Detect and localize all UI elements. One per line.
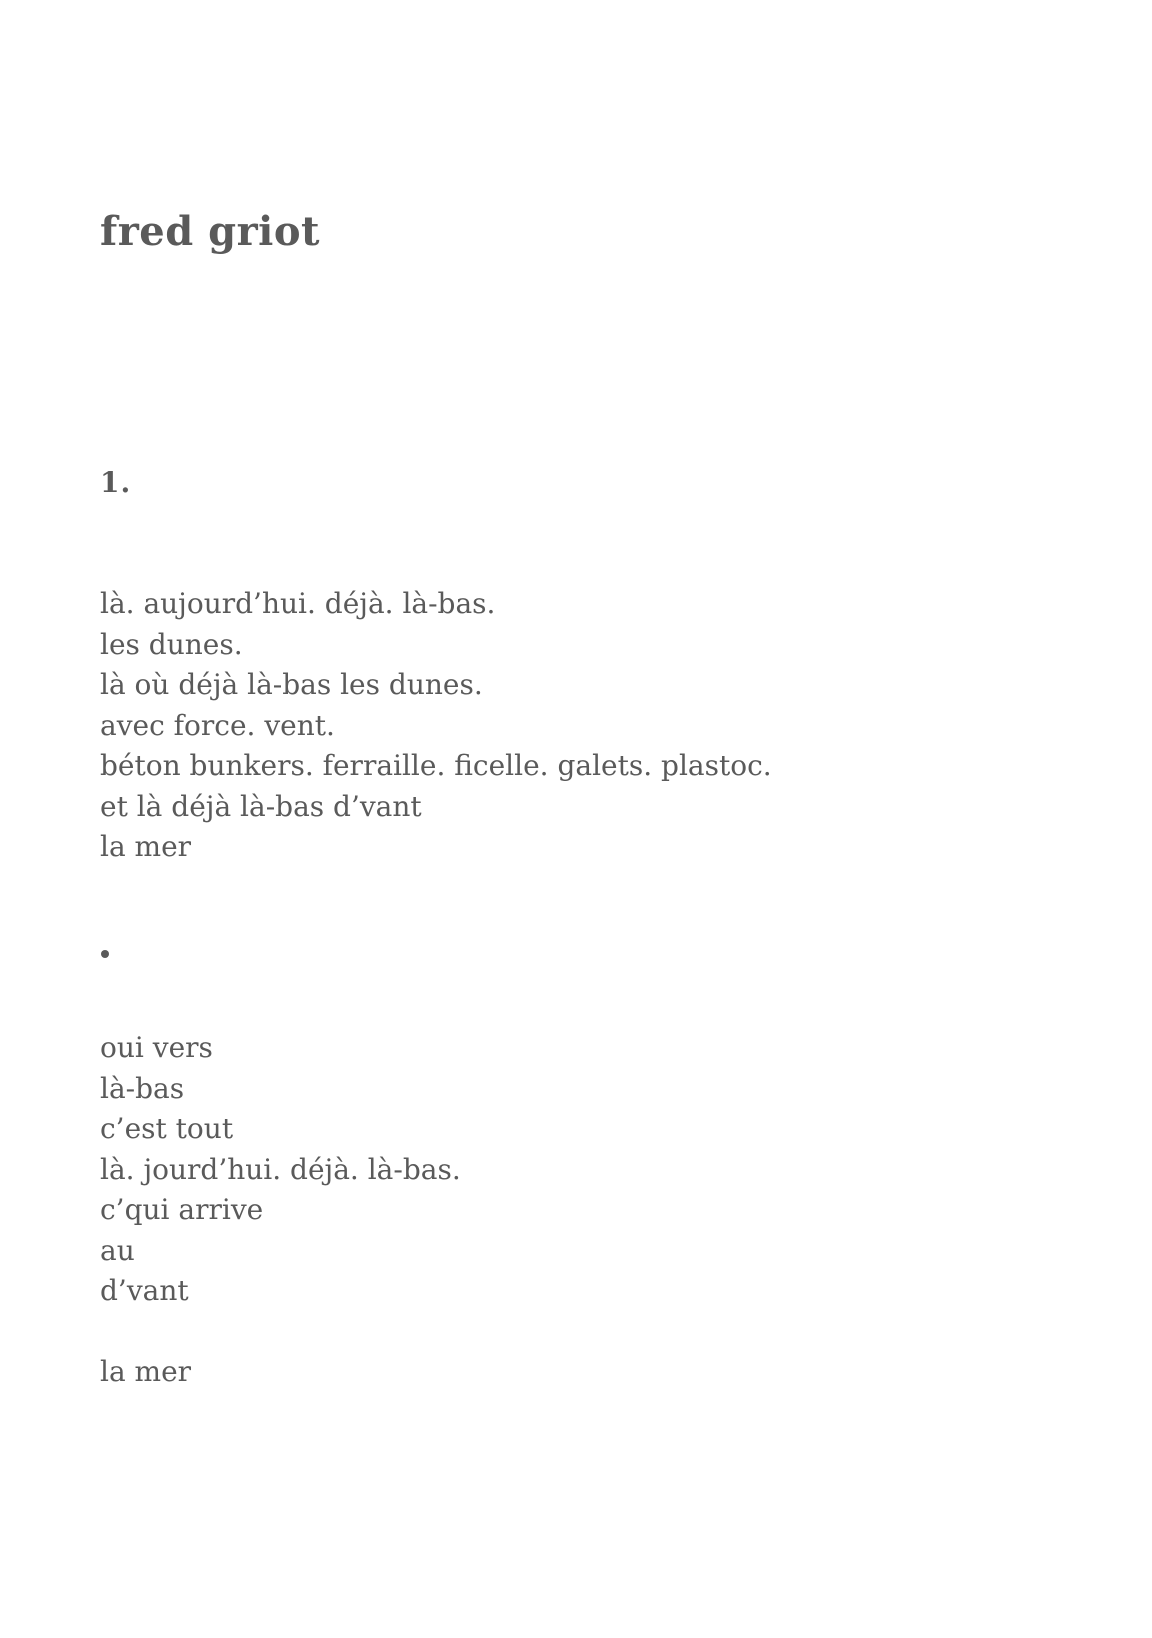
poem-line: là. jourd’hui. déjà. là-bas.: [100, 1152, 461, 1186]
poem-line: d’vant: [100, 1274, 189, 1307]
section-number: 1.: [100, 466, 132, 499]
poem-line: c’qui arrive: [100, 1193, 264, 1226]
poem-line: oui vers: [100, 1031, 213, 1064]
poem-line: la mer: [100, 830, 192, 863]
poem-line: au: [100, 1233, 135, 1267]
stanza-1: [100, 584, 772, 868]
closing-line: la mer: [100, 1355, 192, 1388]
poem-line: là où déjà là-bas les dunes.: [100, 668, 483, 701]
poem-line: avec force. vent.: [100, 708, 335, 742]
poem-line: les dunes.: [100, 627, 243, 661]
stanza-gap: [100, 1312, 461, 1353]
author-name: fred griot: [100, 208, 321, 255]
poem-line: là. aujourd’hui. déjà. là-bas.: [100, 587, 496, 620]
poem-line: c’est tout: [100, 1112, 234, 1145]
poem-line: et là déjà là-bas d’vant: [100, 789, 422, 823]
stanza-2: [100, 1028, 461, 1393]
bullet-separator: [101, 950, 109, 958]
poem-line: béton bunkers. ferraille. ficelle. galets. plastoc.: [100, 749, 772, 782]
poem-line: là-bas: [100, 1071, 185, 1105]
